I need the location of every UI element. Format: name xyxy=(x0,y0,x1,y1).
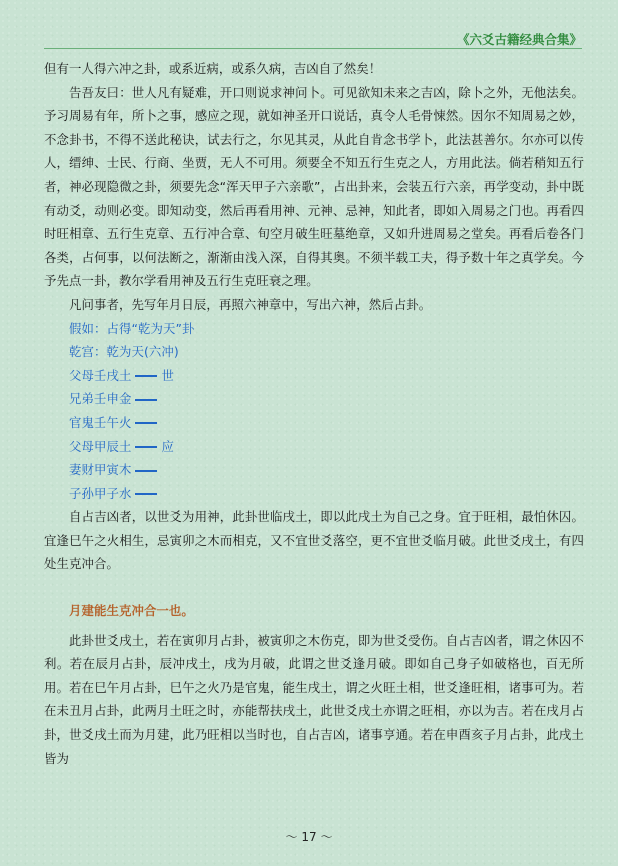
hexagram-line xyxy=(69,435,584,459)
hexagram-line xyxy=(69,482,584,506)
line-label: 兄弟壬申金 xyxy=(69,391,132,407)
header-title: 《六爻古籍经典合集》 xyxy=(456,32,582,47)
section-heading: 月建能生克冲合一也。 xyxy=(69,603,194,619)
line-mark: 应 xyxy=(161,438,174,454)
paragraph: 自占吉凶者，以世爻为用神，此卦世临戌土，即以此戌土为自己之身。宜于旺相，最怕休囚。宜逢巳午之火相生，忌寅卯之木而相克，又不宜世爻落空，更不宜世爻临月破。此世爻戌土，有四处生克冲合。 xyxy=(44,509,584,572)
line-label: 妻财甲寅木 xyxy=(69,462,132,478)
example-intro: 假如：占得“乾为天”卦 xyxy=(69,320,195,336)
header-rule xyxy=(44,48,582,49)
example-palace: 乾宫：乾为天(六冲) xyxy=(69,344,179,360)
spacer xyxy=(44,576,584,599)
page-content xyxy=(44,57,584,770)
yang-line-icon xyxy=(135,375,157,377)
line-label: 官鬼壬午火 xyxy=(69,414,132,430)
line-mark: 世 xyxy=(161,367,174,383)
line-label: 子孙甲子水 xyxy=(69,485,132,501)
hexagram-line xyxy=(69,458,584,482)
yang-line-icon xyxy=(135,493,157,495)
line-label: 父母壬戌土 xyxy=(69,367,132,383)
yang-line-icon xyxy=(135,470,157,472)
line-label: 父母甲辰土 xyxy=(69,438,132,454)
paragraph: 此卦世爻戌土，若在寅卯月占卦，被寅卯之木伤克，即为世爻受伤。自占吉凶者，谓之休囚不利。若在辰月占卦，辰冲戌土，戌为月破，此谓之世爻逢月破。即如自己身子如破格也，百无所用。若在巳午月占卦，巳午之火乃是官鬼，能生戌土，谓之火旺土相，世爻逢旺相，诸事可为。若在未丑月占卦，此两月土旺之时，亦能帮扶戌土，此世爻戌土亦谓之旺相，亦以为吉。若在戌月占卦，世爻戌土而为月建，此乃旺相以当时也，自占吉凶，诸事亨通。若在申酉亥子月占卦，此戌土皆为 xyxy=(44,632,584,766)
hexagram-line xyxy=(69,387,584,411)
hexagram-line xyxy=(69,364,584,388)
page-number: ～ 17 ～ xyxy=(285,830,333,844)
yang-line-icon xyxy=(135,422,157,424)
yang-line-icon xyxy=(135,399,157,401)
paragraph: 但有一人得六冲之卦，或系近病，或系久病，吉凶自了然矣！ xyxy=(44,61,382,76)
paragraph: 告吾友曰：世人凡有疑难，开口则说求神问卜。可见欲知未来之吉凶，除卜之外，无他法矣。予习周易有年，所卜之事，感应之现，就如神圣开口说话，真令人毛骨悚然。因尔不知周易之妙，不念卦书，不得不送此秘诀，试去行之，尔见其灵，从此自肯念书学卜，此法甚善尔。尔亦可以传人，缙绅、士民、行商、坐贾，无人不可用。须要全不知五行生克之人，方用此法。倘若稍知五行者，神必现隐微之卦，须要先念“浑天甲子六亲歌”，占出卦来，会装五行六亲，再学变动，卦中既有动爻，动则必变。即知动变，然后再看用神、元神、忌神，知此者，即如入周易之门也。再看四时旺相章、五行生克章、五行冲合章、旬空月破生旺墓绝章，又如升进周易之堂矣。再看后卷各门各类，占何事，以何法断之，渐渐由浅入深，自得其奥。不须半载工夫，得予数十年之真学矣。今予先点一卦，教尔学看用神及五行生克旺衰之理。 xyxy=(44,84,584,289)
yang-line-icon xyxy=(135,446,157,448)
example-block xyxy=(44,317,584,506)
paragraph: 凡问事者，先写年月日辰，再照六神章中，写出六神，然后占卦。 xyxy=(69,296,432,312)
hexagram-line xyxy=(69,411,584,435)
